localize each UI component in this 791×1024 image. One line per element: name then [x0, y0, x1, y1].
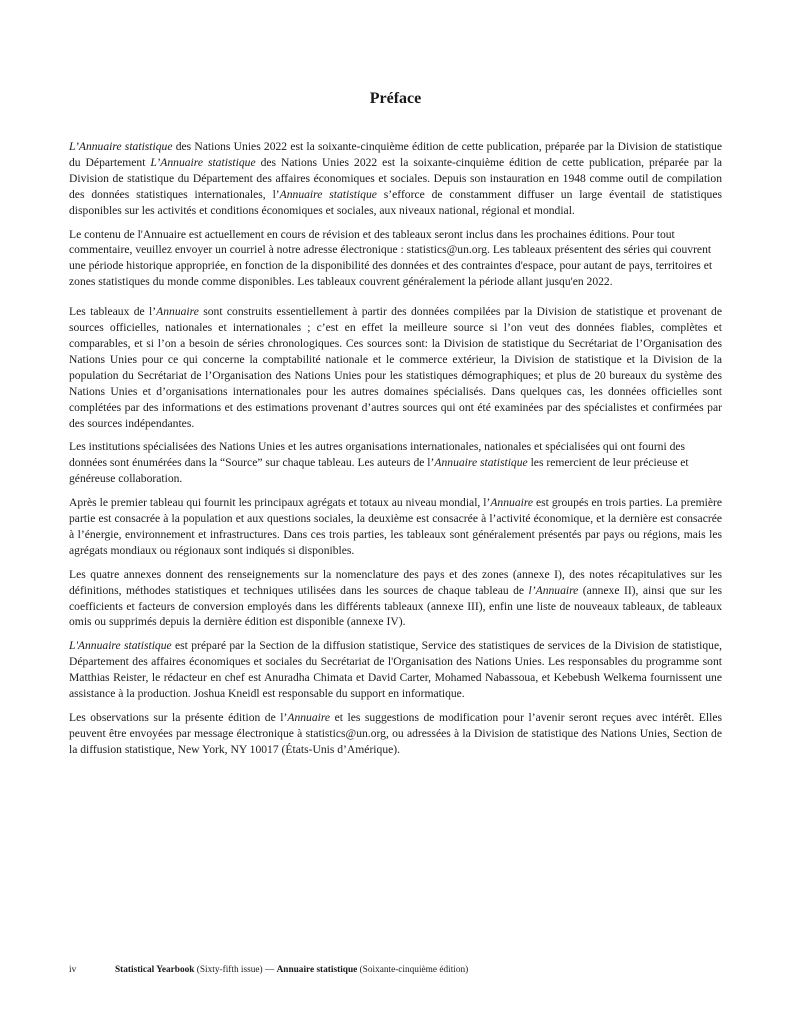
paragraph-sources	[69, 304, 722, 431]
footer-edition-fr: (Soixante-cinquième édition)	[357, 965, 469, 975]
paragraph-text: Les institutions spécialisées des Nations Unies et les autres organisations internationales, nationales et spécialisées qui ont fourni des données sont énumérées dans la “Source” sur chaque tableau. Les auteurs de l’	[69, 440, 686, 470]
preface-body	[69, 139, 722, 766]
paragraph-text: (annexe II), ainsi que sur les coefficients et facteurs de conversion employés dans les différents tableaux (annexe III), enfin une liste de nouveaux tableaux, de tableaux omis ou supprimés depuis la dernière édition est disponible (annexe IV).	[69, 583, 722, 629]
paragraph-acknowledgements	[69, 439, 722, 487]
italic-title-text: Annuaire statistique	[279, 187, 377, 201]
paragraph-text: les remercient de leur précieuse et généreuse collaboration.	[69, 456, 689, 486]
footer-title-fr: Annuaire statistique	[276, 965, 358, 975]
italic-title-text: l’Annuaire	[528, 583, 579, 597]
paragraph-text: sont construits essentiellement à partir des données compilées par la Division de statistique et provenant de sources officielles, nationales et internationales ; c’est en effet la meilleure source si l’on veut des données fiables, complètes et comparables, et si l’on a besoin de séries chronologiques. Ces sources sont: la Division de statistique du Secrétariat de l’Organisation des Nations Unies pour ce qui concerne la comptabilité nationale et le commerce extérieur, la Division de statistique et la Division de la population du Secrétariat de l’Organisation des Nations Unies pour les statistiques démographiques; et plus de 20 bureaux du système des Nations Unies et d’organisations internationales pour les autres domaines spécialisés. Dans quelques cas, les données officielles sont complétées par des informations et des estimations provenant d’autres sources qui ont été examinées par des spécialistes et confirmées par des sources indépendantes.	[69, 305, 722, 430]
italic-title-text: Annuaire	[287, 711, 331, 724]
page-footer	[69, 964, 722, 976]
italic-title-text: Annuaire statistique	[434, 456, 528, 470]
italic-title-text: Annuaire	[156, 305, 199, 319]
paragraph-text: est groupés en trois parties. La première partie est consacrée à la population et aux questions sociales, la deuxième est consacrée à l’activité économique, et la dernière est consacrée à l’énergie, environnement et infrastructures. Dans ces trois parties, les tableaux sont généralement présentés par pays ou régions, mais les agrégats mondiaux ou régionaux sont indiqués si disponibles.	[69, 496, 722, 557]
paragraph-text: Les tableaux de l’	[69, 305, 157, 319]
page-title: Préface	[369, 90, 422, 107]
paragraph-text: Après le premier tableau qui fournit les principaux agrégats et totaux au niveau mondial, l’	[69, 496, 491, 510]
paragraph-text: Le contenu de l'Annuaire est actuellement en cours de révision et des tableaux seront inclus dans les prochaines éditions. Pour tout commentaire, veuillez envoyer un courriel à notre adresse électronique : statistics@un.org. Les tableaux présentent des séries qui couvrent une période historique appropriée, en fonction de la disponibilité des données et des contraintes d'espace, pour autant de pays, territoires et zones statistiques du monde comme disponibles. Les tableaux couvrent généralement la période allant jusqu'en 2022.	[69, 227, 713, 289]
paragraph-text: est préparé par la Section de la diffusion statistique, Service des statistiques de services de la Division de statistique, Département des affaires économiques et sociales du Secrétariat de l'Organisation des Nations Unies. Les responsables du programme sont Matthias Reister, le rédacteur en chef est Anuradha Chimata et David Carter, Mohamed Nabassoua, et Kebebush Welkema fournissent une assistance à la production. Joshua Kneidl est responsable du support en informatique.	[69, 639, 722, 701]
footer-edition-en: (Sixty-fifth issue) —	[194, 965, 277, 975]
paragraph-text: Les observations sur la présente édition de l’	[69, 711, 288, 724]
paragraph-intro	[69, 139, 722, 219]
paragraph-text: s’efforce de constamment diffuser un large éventail de statistiques disponibles sur les activités et conditions économiques et sociales, aux niveaux national, régional et mondial.	[69, 187, 722, 217]
paragraph-text: des Nations Unies 2022 est la soixante-cinquième édition de cette publication, préparée par la Division de statistique du Département des affaires économiques et sociales. Depuis son instauration en 1948 comme outil de compilation des données statistiques internationales, l’	[69, 155, 722, 201]
paragraph-text: Les quatre annexes donnent des renseignements sur la nomenclature des pays et des zones (annexe I), des notes récapitulatives sur les définitions, méthodes statistiques et techniques utilisées dans les sources de chaque tableau de	[69, 567, 722, 597]
footer-title-en: Statistical Yearbook	[115, 965, 195, 975]
paragraph-annexes	[69, 567, 722, 631]
paragraph-credits	[69, 638, 722, 702]
page-number: iv	[69, 965, 77, 975]
italic-title-text: Annuaire	[490, 496, 534, 510]
paragraph-text: des Nations Unies 2022 est la soixante-cinquième édition de cette publication, préparée par la Division de statistique du Département	[69, 140, 722, 169]
paragraph-structure	[69, 495, 722, 559]
italic-title-text: L'Annuaire statistique	[69, 639, 172, 653]
italic-title-text: L’Annuaire statistique	[69, 140, 173, 153]
italic-title-text: L’Annuaire statistique	[150, 155, 256, 169]
paragraph-text: et les suggestions de modification pour l’avenir seront reçues avec intérêt. Elles peuvent être envoyées par message électronique à statistics@un.org, ou adressées à la Division de statistique des Nations Unies, Section de la diffusion statistique, New York, NY 10017 (États-Unis d’Amérique).	[69, 711, 722, 756]
paragraph-content-revision	[69, 227, 722, 291]
paragraph-contact	[69, 710, 722, 758]
